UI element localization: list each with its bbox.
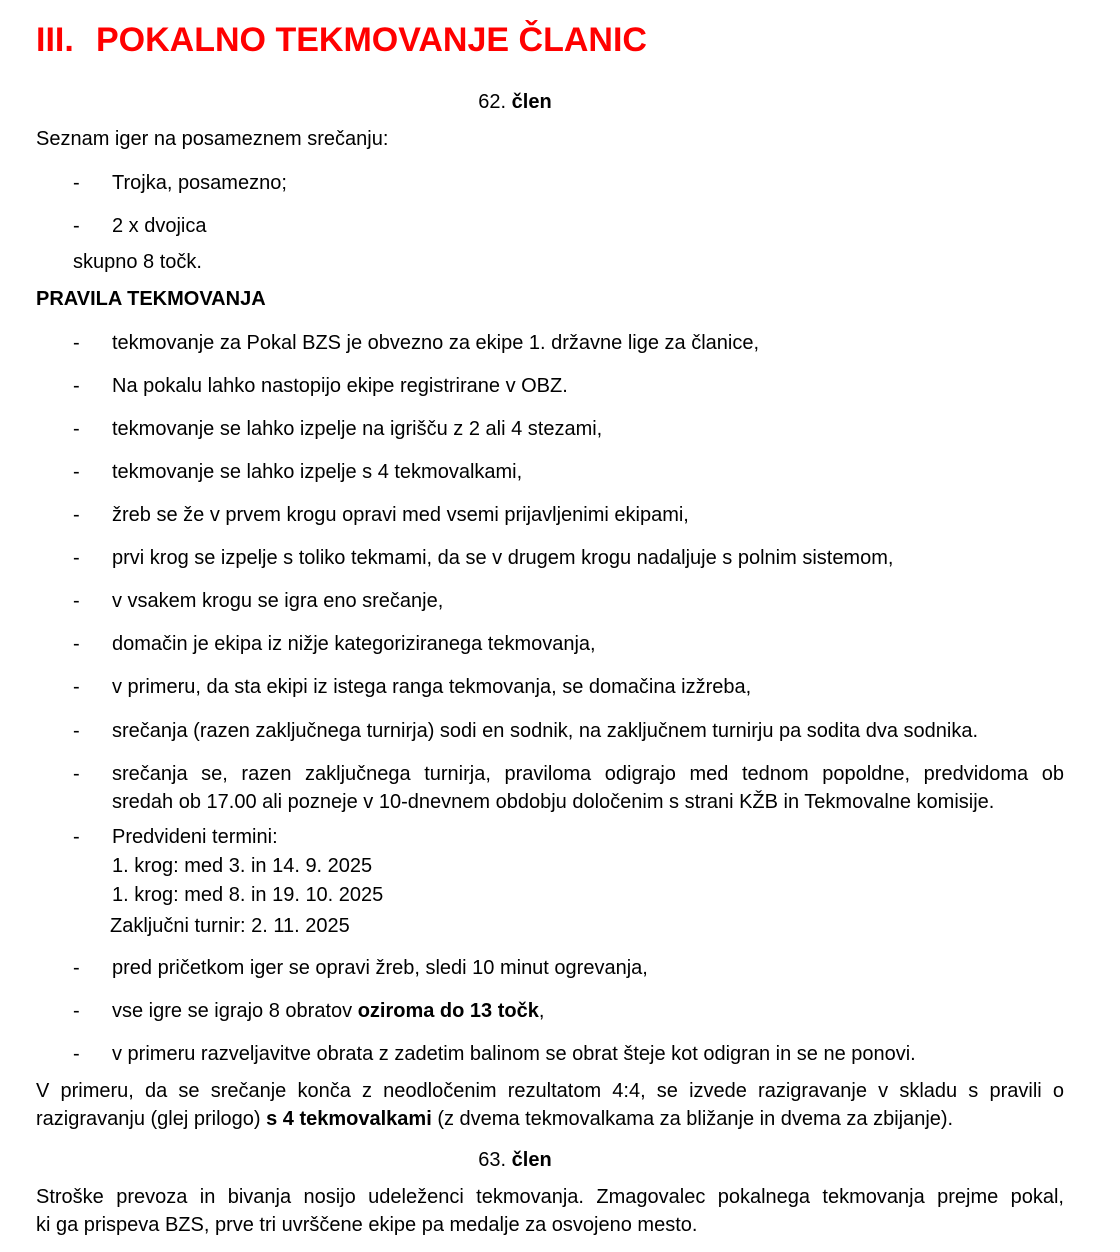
section-heading — [36, 18, 647, 62]
list-dash: - — [73, 375, 80, 397]
list-dash: - — [73, 957, 80, 979]
article-63-title: 63. člen — [478, 1149, 552, 1171]
list-dash: - — [73, 633, 80, 655]
rule-item: v primeru razveljavitve obrata z zadetim balinom se obrat šteje kot odigran in se ne ponovi. — [112, 1043, 916, 1065]
section-title: POKALNO TEKMOVANJE ČLANIC — [96, 21, 647, 59]
article-62-title: 62. člen — [478, 91, 552, 113]
schedule-title: Predvideni termini: — [112, 826, 278, 848]
games-intro: Seznam iger na posameznem srečanju: — [36, 128, 389, 150]
schedule-round-1: 1. krog: med 3. in 14. 9. 2025 — [112, 855, 373, 877]
rules-heading: PRAVILA TEKMOVANJA — [36, 288, 266, 310]
game-item: Trojka, posamezno; — [112, 172, 287, 194]
list-dash: - — [73, 504, 80, 526]
rule-item: Na pokalu lahko nastopijo ekipe registrirane v OBZ. — [112, 375, 568, 397]
rule-weekday-line2: sredah ob 17.00 ali pozneje v 10-dnevnem obdobju določenim s strani KŽB in Tekmovalne komisije. — [112, 791, 995, 813]
list-dash: - — [73, 1000, 80, 1022]
list-dash: - — [73, 418, 80, 440]
list-dash: - — [73, 547, 80, 569]
rule-item: v primeru, da sta ekipi iz istega ranga tekmovanja, se domačina izžreba, — [112, 676, 752, 698]
list-dash: - — [73, 720, 80, 742]
rule-item: tekmovanje se lahko izpelje s 4 tekmovalkami, — [112, 461, 523, 483]
tie-line2: razigravanju (glej prilogo) s 4 tekmovalkami (z dvema tekmovalkama za bližanje in dvema za zbijanje). — [36, 1108, 954, 1130]
rule-item: prvi krog se izpelje s toliko tekmami, da se v drugem krogu nadaljuje s polnim sistemom, — [112, 547, 894, 569]
list-dash: - — [73, 461, 80, 483]
schedule-round-2: 1. krog: med 8. in 19. 10. 2025 — [112, 884, 384, 906]
list-dash: - — [73, 590, 80, 612]
rule-weekday-line1: srečanja se, razen zaključnega turnirja, praviloma odigrajo med tednom popoldne, predvidoma ob — [112, 763, 1064, 785]
rule-item: v vsakem krogu se igra eno srečanje, — [112, 590, 444, 612]
rule-item: tekmovanje za Pokal BZS je obvezno za ekipe 1. državne lige za članice, — [112, 332, 760, 354]
costs-line2: ki ga prispeva BZS, prve tri uvrščene ekipe pa medalje za osvojeno mesto. — [36, 1214, 698, 1236]
schedule-final: Zaključni turnir: 2. 11. 2025 — [110, 915, 350, 937]
costs-line1: Stroške prevoza in bivanja nosijo udeleženci tekmovanja. Zmagovalec pokalnega tekmovanja prejme pokal, — [36, 1186, 1064, 1208]
list-dash: - — [73, 1043, 80, 1065]
list-dash: - — [73, 763, 80, 785]
rule-ends: vse igre se igrajo 8 obratov oziroma do 13 točk, — [112, 1000, 545, 1022]
list-dash: - — [73, 676, 80, 698]
rule-item: srečanja (razen zaključnega turnirja) sodi en sodnik, na zaključnem turnirju pa sodita dva sodnika. — [112, 720, 979, 742]
list-dash: - — [73, 172, 80, 194]
rule-item: žreb se že v prvem krogu opravi med vsemi prijavljenimi ekipami, — [112, 504, 689, 526]
game-item: 2 x dvojica — [112, 215, 207, 237]
tie-line1: V primeru, da se srečanje konča z neodločenim rezultatom 4:4, se izvede razigravanje v skladu s pravili o — [36, 1080, 1064, 1102]
list-dash: - — [73, 215, 80, 237]
rule-item: pred pričetkom iger se opravi žreb, sledi 10 minut ogrevanja, — [112, 957, 648, 979]
points-total: skupno 8 točk. — [73, 251, 202, 273]
rule-item: tekmovanje se lahko izpelje na igrišču z 2 ali 4 stezami, — [112, 418, 603, 440]
list-dash: - — [73, 826, 80, 848]
rule-item: domačin je ekipa iz nižje kategoriziranega tekmovanja, — [112, 633, 596, 655]
section-number: III. — [36, 21, 74, 59]
list-dash: - — [73, 332, 80, 354]
